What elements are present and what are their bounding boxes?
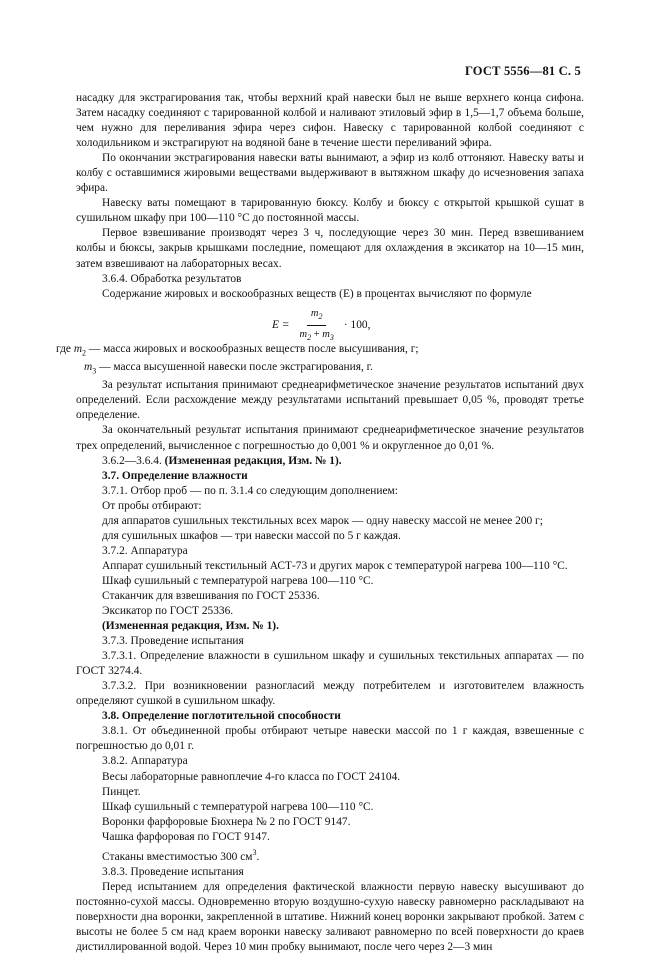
formula-numerator: m <box>310 307 319 319</box>
formula-fraction <box>296 306 338 345</box>
list-item: Шкаф сушильный с температурой нагрева 100—110 °С. <box>102 800 374 813</box>
list-item: Стаканчик для взвешивания по ГОСТ 25336. <box>102 589 320 602</box>
paragraph: По окончании экстрагирования навески ваты вынимают, а эфир из колб оттоняют. Навеску ваты и колбу с оставшимися жировыми веществами выдерживают в вытяжном шкафу до исчезновения запаха эфира. <box>76 152 584 195</box>
paragraph: За результат испытания принимают среднеарифметическое значение результатов испытаний двух определений. Если расхождение между результатами испытаний превышает 0,05 %, проводят третье определение. <box>76 379 584 422</box>
paragraph: Первое взвешивание производят через 3 ч, последующие через 30 мин. Перед взвешиванием колбы и бюксы, закрыв крышками последние, помещают для охлаждения в эксикатор на 10—15 мин, затем взвешивают на лабораторных весах. <box>76 227 584 270</box>
formula-rhs: · 100, <box>343 318 371 331</box>
document-body <box>56 91 584 955</box>
paragraph: Перед испытанием для определения фактической влажности первую навеску высушивают до постоянно-сухой массы. Одновременно вторую воздушно-сухую навеску равномерно раскладывают на поверхности дна воронки, закрепленной в штативе. Нижний конец воронки закрывают пробкой. Затем с высоты не более 5 см над краем воронки навеску заливают равномерно по всей поверхности до краев дистиллированной водой. Через 10 мин пробку вынимают, после чего через 2—3 мин <box>76 880 584 953</box>
subsection-heading: 3.6.4. Обработка результатов <box>102 272 242 285</box>
paragraph: Содержание жировых и воскообразных веществ (E) в процентах вычисляют по формуле <box>102 287 532 300</box>
list-item: Аппарат сушильный текстильный АСТ-73 и других марок с температурой нагрева 100—110 °С. <box>102 559 568 572</box>
variable-definition: $m_3$ — масса высушенной навески после экстрагирования, г. <box>84 360 373 376</box>
formula-lhs: E = <box>272 318 290 331</box>
formula-denominator-a: m <box>299 328 308 340</box>
paragraph: Навеску ваты помещают в тарированную бюксу. Колбу и бюксу с открытой крышкой сушат в сушильном шкафу при 100—110 °С до постоянной массы. <box>76 197 584 225</box>
formula-denominator-a-sub: 2 <box>307 332 312 342</box>
paragraph: насадку для экстрагирования так, чтобы верхний край навески был не выше верхнего конца сифона. Затем насадку соединяют с тарированной колбой и наливают этиловый эфир в 1,5—1,7 объема больше, чем нужно для переливания эфира через сифон. Навеску с тарированной колбой соединяют с холодильником и экстрагируют на водяной бане в течение шести переливаний эфира. <box>76 92 584 150</box>
subsection-heading: 3.7.3. Проведение испытания <box>102 635 244 648</box>
list-item: Чашка фарфоровая по ГОСТ 9147. <box>102 830 270 843</box>
list-item: Эксикатор по ГОСТ 25336. <box>102 605 234 618</box>
variable-definition: где $m_2$ — масса жировых и воскообразных веществ после высушивания, г; <box>56 342 419 357</box>
amendment-note: 3.6.2—3.6.4. (Измененная редакция, Изм. № 1). <box>102 454 342 467</box>
subsection-heading: 3.8.2. Аппаратура <box>102 755 188 768</box>
paragraph: За окончательный результат испытания принимают среднеарифметическое значение результатов трех определений, вычисленное с погрешностью до 0,001 % и округленное до 0,01 %. <box>76 424 584 452</box>
formula <box>76 302 584 342</box>
section-heading: 3.7. Определение влажности <box>102 469 248 482</box>
list-item: Весы лабораторные равноплечие 4-го класса по ГОСТ 24104. <box>102 770 401 783</box>
list-item: Шкаф сушильный с температурой нагрева 100—110 °С. <box>102 574 374 587</box>
paragraph: 3.7.3.1. Определение влажности в сушильном шкафу и сушильных текстильных аппаратах — по ГОСТ 3274.4. <box>76 650 584 678</box>
subsection-heading: 3.7.2. Аппаратура <box>102 544 188 557</box>
list-item: для сушильных шкафов — три навески массой по 5 г каждая. <box>102 529 401 542</box>
paragraph: От пробы отбирают: <box>102 499 202 512</box>
list-item: Пинцет. <box>102 785 141 798</box>
list-item: Воронки фарфоровые Бюхнера № 2 по ГОСТ 9147. <box>102 815 351 828</box>
formula-numerator-sub: 2 <box>318 311 323 321</box>
paragraph: 3.7.1. Отбор проб — по п. 3.1.4 со следующим дополнением: <box>102 484 398 497</box>
formula-denominator-b-sub: 3 <box>329 332 334 342</box>
section-heading: 3.8. Определение поглотительной способности <box>102 710 341 723</box>
formula-denominator-b: m <box>322 328 330 340</box>
amendment-note: (Измененная редакция, Изм. № 1). <box>102 620 279 633</box>
list-item: для аппаратов сушильных текстильных всех марок — одну навеску массой не менее 200 г; <box>102 514 543 527</box>
formula-plus: + <box>311 328 323 340</box>
list-item: Стаканы вместимостью 300 $см^3$. <box>102 847 260 863</box>
paragraph: 3.7.3.2. При возникновении разногласий между потребителем и изготовителем влажность определяют сушкой в сушильном шкафу. <box>76 680 584 708</box>
subsection-heading: 3.8.3. Проведение испытания <box>102 865 244 878</box>
paragraph: 3.8.1. От объединенной пробы отбирают четыре навески массой по 1 г каждая, взвешенные с погрешностью до 0,01 г. <box>76 725 584 753</box>
page-header: ГОСТ 5556—81 С. 5 <box>464 64 581 78</box>
